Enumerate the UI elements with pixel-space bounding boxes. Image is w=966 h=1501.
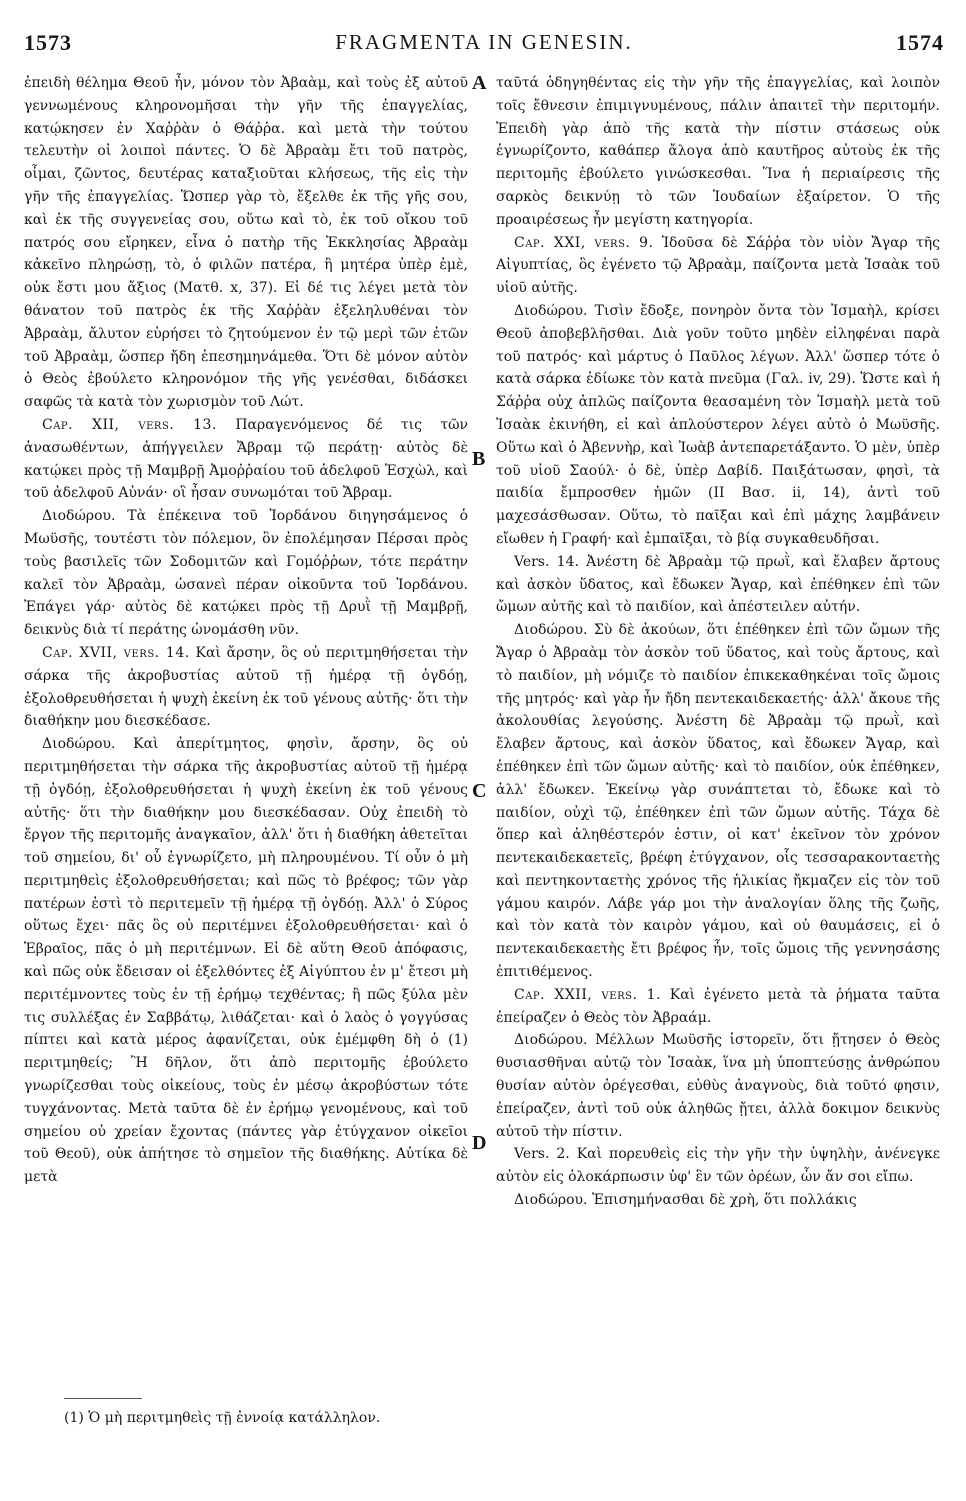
footnote: (1) Ὁ μὴ περιτμηθεὶς τῇ ἐννοίᾳ κατάλληλον. xyxy=(64,1410,381,1426)
margin-marker-c: C xyxy=(472,780,487,802)
running-header xyxy=(24,22,944,56)
commentator-label: Διοδώρου. xyxy=(514,1192,588,1209)
paragraph: ἐπειδὴ θέλημα Θεοῦ ἦν, μόνον τὸν Ἀβαὰμ, καὶ τοὺς ἐξ αὐτοῦ γεννωμένους κληρονομῆσαι τὴν γῆν τῆς ἐπαγγελίας, κατῴκησεν ἐν Χαῤῥὰν ὁ Θάῤῥα. καὶ μετὰ τὴν τούτου τελευτὴν οἱ λοιποὶ πάντες. Ὁ δὲ Ἀβραὰμ ἔτι τοῦ πατρὸς, οἶμαι, ζῶντος, δευτέρας καταξιοῦται κλήσεως, τῆς εἰς τὴν γῆν τῆς ἐπαγγελίας. Ὥσπερ γὰρ τὸ, ἔξελθε ἐκ τῆς γῆς σου, καὶ ἐκ τῆς συγγενείας σου, οὕτω καὶ τὸ, ἐκ τοῦ οἴκου τοῦ πατρός σου εἴρηκεν, εἶνα ὁ πατὴρ τῆς Ἐκκλησίας Ἀβραὰμ κἀκεῖνο πληρώσῃ, τὸ, ὁ φιλῶν πατέρα, ἢ μητέρα ὑπὲρ ἐμὲ, οὐκ ἔστι μου ἄξιος (Ματθ. x, 37). Εἰ δέ τις λέγει μετὰ τὸν θάνατον τοῦ πατρὸς ἐκ τῆς Χαῤῥὰν ἐξεληλυθέναι τὸν Ἀβραὰμ, ἄλυτον εὑρήσει τὸ ζητούμενον ἐν τῷ μερὶ τῶν ἐτῶν τοῦ Ἀβραὰμ, ὥσπερ ἤδη ἐπεσημηνάμεθα. Ὅτι δὲ μόνον αὐτὸν ὁ Θεὸς ἐβούλετο κληρονόμον τῆς γῆς γενέσθαι, διδάσκει σαφῶς τὰ κατὰ τὸν χωρισμὸν τοῦ Λώτ. xyxy=(24,75,468,411)
paragraph xyxy=(496,300,940,551)
verse-text: Ἀνέστη δὲ Ἀβραὰμ τῷ πρωῒ, καὶ ἔλαβεν ἄρτους καὶ ἀσκὸν ὕδατος, καὶ ἔδωκεν Ἄγαρ, καὶ ἐπέθηκεν ἐπὶ τῶν ὤμων αὐτῆς καὶ τὸ παιδίον, καὶ ἀπέστειλεν αὐτήν. xyxy=(496,553,940,616)
verse-heading: Vers. 2. xyxy=(514,1146,570,1163)
left-column xyxy=(24,72,468,1412)
paragraph xyxy=(496,232,940,300)
commentary-text: Καὶ ἀπερίτμητος, φησὶν, ἄρσην, ὃς οὐ περιτμηθήσεται τὴν σάρκα τῆς ἀκροβυστίας αὐτοῦ τῇ ἡμέρᾳ τῇ ὀγδόῃ, ἐξολοθρευθήσεται ἡ ψυχὴ ἐκείνη ἐκ τοῦ γένους αὐτῆς· ὅτι τὴν διαθήκην μου διεσκέδασαν. Οὐχ ἐπειδὴ τὸ ἔργον τῆς περιτομῆς ἀναγκαῖον, ἀλλ' ὅτι ἡ διαθήκη ἀθετεῖται τοῦ σημείου, δι' οὗ ἐγνωρίζετο, μὴ πληρουμένου. Τί οὖν ὁ μὴ περιτμηθεὶς ἐξολοθρευθήσεται; καὶ πῶς τὸ βρέφος; τῶν γὰρ πατέρων ἐστὶ τὸ περιτεμεῖν τῇ ἡμέρᾳ τῇ ὀγδόῃ. Ἀλλ' ὁ Σύρος οὕτως ἔχει· πᾶς ὃς οὐ περιτέμνει ἐξολοθρευθήσεται· καὶ ὁ Ἑβραῖος, πᾶς ὁ μὴ περιτέμνων. Εἰ δὲ αὕτη Θεοῦ ἀπόφασις, καὶ πῶς οὐκ ἔδεισαν οἱ ἐξελθόντες ἐξ Αἰγύπτου ἐν μ' ἔτεσι μὴ περιτέμνοντες τοὺς ἐν τῇ ἐρήμῳ τεχθέντας; ἢ πῶς ξύλα μὲν τις συλλέξας ἐν Σαββάτῳ, λιθάζεται· καὶ ὁ λαὸς ὁ γογγύσας πίπτει καὶ κατὰ μέρος ἀφανίζεται, οὐκ ἐμέμφθη δὴ ὁ (1) περιτμηθείς; Ἢ δῆλον, ὅτι ἀπὸ περιτομῆς ἐβούλετο γνωρίζεσθαι τοὺς οἰκείους, τοὺς ἐν μέσῳ ἀκροβύστων τότε τυγχάνοντας. Μετὰ ταῦτα δὲ ἐν ἐρήμῳ γενομένους, καὶ τοῦ σημείου οὐ χρείαν ἔχοντας (πάντες γὰρ ἐτύγχανον οἰκεῖοι τοῦ Θεοῦ), οὐκ ἀπήτησε τὸ σημεῖον τῆς διαθήκης. Αὐτίκα δὲ μετὰ xyxy=(24,736,468,1186)
chapter-heading: Cap. XII, vers. 13. xyxy=(42,416,217,433)
commentator-label: Διοδώρου. xyxy=(42,736,116,753)
paragraph: ταῦτά ὁδηγηθέντας εἰς τὴν γῆν τῆς ἐπαγγελίας, καὶ λοιπὸν τοῖς ἔθνεσιν ἐπιμιγνυμένους, πάλιν ἀπαιτεῖ τὴν περιτομήν. Ἐπειδὴ γὰρ ἀπὸ τῆς κατὰ τὴν πίστιν στάσεως οὐκ ἐγνωρίζοντο, καθάπερ ἄλογα ἀπὸ καυτῆρος αὐτοὺς ἐκ τῆς περιτομῆς ἐβούλετο γινώσκεσθαι. Ἵνα ἡ περιαίρεσις τῆς σαρκὸς δεικνύῃ τὸ τῶν Ἰουδαίων ἐξαίρετον. Ὁ τῆς προαιρέσεως ἦν μεγίστη κατηγορία. xyxy=(496,75,940,228)
commentary-text: Μέλλων Μωϋσῆς ἱστορεῖν, ὅτι ᾔτησεν ὁ Θεὸς θυσιασθῆναι αὐτῷ τὸν Ἰσαὰκ, ἵνα μὴ ὑποπτεύσῃς ἀνθρώπου θυσίαν αὐτὸν ὀρέγεσθαι, εὐθὺς ἀναγνοὺς, διὰ τοῦτό φησιν, ἐπείραζεν, ἀντὶ τοῦ οὐκ ἀληθῶς ᾔτει, ἀλλὰ δοκιμον δεικνὺς αὐτοῦ τὴν πίστιν. xyxy=(496,1032,940,1140)
running-title: FRAGMENTA IN GENESIN. xyxy=(335,30,633,54)
paragraph xyxy=(24,642,468,733)
commentary-text: Τισὶν ἔδοξε, πονηρὸν ὄντα τὸν Ἰσμαὴλ, κρίσει Θεοῦ ἀποβεβλῆσθαι. Διὰ γοῦν τοῦτο μηδὲν εἰληφέναι παρὰ τοῦ πατρός· καὶ μάρτυς ὁ Παῦλος λέγων. Ἀλλ' ὥσπερ τότε ὁ κατὰ σάρκα ἐδίωκε τὸν κατὰ πνεῦμα (Γαλ. iv, 29). Ὥστε καὶ ἡ Σάῤῥα οὐχ ἁπλῶς παίζοντα θεασαμένη τὸν Ἰσμαὴλ μετὰ τοῦ Ἰσαὰκ ἐκινήθη, εἰ καὶ ἁπλούστερον λέγει αὐτὸ ὁ Μωϋσῆς. Οὕτω καὶ ὁ Ἀβεννὴρ, καὶ Ἰωὰβ ἀντεπαρετάξαντο. Ὁ μὲν, ὑπὲρ τοῦ υἱοῦ Σαούλ· ὁ δὲ, ὑπὲρ Δαβίδ. Παιξάτωσαν, φησὶ, τὰ παιδία ἔμπροσθεν ἡμῶν (II Βασ. ii, 14), ἀντὶ τοῦ μαχεσάσθωσαν. Οὕτω, τὸ παῖξαι καὶ ἐπὶ μάχης λαμβάνειν εἴωθεν ἡ Γραφή· καὶ ἐμπαῖξαι, τὸ βίᾳ συγκαθευδῆσαι. xyxy=(496,302,940,547)
commentator-label: Διοδώρου. xyxy=(514,622,588,639)
margin-marker-b: B xyxy=(472,448,486,470)
commentary-text: Σὺ δὲ ἀκούων, ὅτι ἐπέθηκεν ἐπὶ τῶν ὤμων τῆς Ἄγαρ ὁ Ἀβραὰμ τὸν ἀσκὸν τοῦ ὕδατος, καὶ τοὺς ἄρτους, καὶ τὸ παιδίον, μὴ νόμιζε τὸ παιδίον ἐπικεκαθηκέναι τοῖς ὤμοις τῆς μητρός· καὶ γὰρ ἦν ἤδη πεντεκαιδεκαετής· ἀλλ' ἄκουε τῆς ἀκολουθίας λεγούσης. Ἀνέστη δὲ Ἀβραὰμ τῷ πρωῒ, καὶ ἔλαβεν ἄρτους, καὶ ἀσκὸν ὕδατος, καὶ ἔδωκεν Ἄγαρ, καὶ ἐπέθηκεν ἐπὶ τῶν ὤμων αὐτῆς· καὶ τὸ παιδίον, οὐκ ἐπέθηκεν, ἀλλ' ἔδωκεν. Ἐκείνῳ γὰρ συνάπτεται τὸ, ἔδωκε καὶ τὸ παιδίον, οὐχὶ τῷ, ἐπέθηκεν ἐπὶ τῶν ὤμων αὐτῆς. Τάχα δὲ ὅπερ καὶ ἀληθέστερόν ἐστιν, οἱ κατ' ἐκεῖνον τὸν χρόνον πεντεκαιδεκαετεῖς, βρέφη ἐτύγχανον, οἷς τεσσαρακονταετὴς καὶ πεντηκονταετὴς χρόνος τῆς ἡλικίας ἤκμαζεν εἰς τὸν τοῦ γάμου καιρόν. Λάβε γάρ μοι τὴν ἀναλογίαν ὅλης τῆς ζωῆς, καὶ τὸν κατὰ τὸν καιρὸν γάμου, καὶ οὐ θαυμάσεις, εἰ ὁ πεντεκαιδεκαετὴς ἔτι βρέφος ἦν, τοῖς ὤμοις τῆς γεννησάσης ἐπιτιθέμενος. xyxy=(496,622,940,981)
paragraph xyxy=(496,551,940,619)
commentator-label: Διοδώρου. xyxy=(514,302,588,319)
paragraph xyxy=(496,984,940,1030)
verse-text: Καὶ ἄρσην, ὃς οὐ περιτμηθήσεται τὴν σάρκα τῆς ἀκροβυστίας αὐτοῦ τῇ ἡμέρᾳ τῇ ὀγδόῃ, ἐξολοθρευθήσεται ἡ ψυχὴ ἐκείνη ἐκ τοῦ γένους αὐτῆς· ὅτι τὴν διαθήκην μου διεσκέδασε. xyxy=(24,644,468,730)
margin-marker-a: A xyxy=(472,72,487,94)
page-number-left: 1573 xyxy=(24,30,72,55)
paragraph xyxy=(24,505,468,642)
verse-text: Παραγενόμενος δέ τις τῶν ἀνασωθέντων, ἀπήγγειλεν Ἄβραμ τῷ περάτῃ· αὐτὸς δὲ κατῴκει πρὸς τῇ Μαμβρῇ Ἀμοῤῥαίου τοῦ ἀδελφοῦ Ἐσχὼλ, καὶ τοῦ ἀδελφοῦ Αὐνάν· οἳ ἦσαν συνωμόται τοῦ Ἄβραμ. xyxy=(24,416,468,502)
paragraph xyxy=(24,414,468,505)
margin-marker-d: D xyxy=(472,1132,487,1154)
paragraph xyxy=(496,1029,940,1143)
commentator-label: Διοδώρου. xyxy=(42,508,116,525)
page-number-right: 1574 xyxy=(896,30,944,55)
chapter-heading: Cap. XXI, vers. 9. xyxy=(514,234,654,251)
commentator-label: Διοδώρου. xyxy=(514,1032,588,1049)
verse-text: Καὶ πορευθεὶς εἰς τὴν γῆν τὴν ὑψηλὴν, ἀνένεγκε αὐτὸν εἰς ὁλοκάρπωσιν ὑφ' ἓν τῶν ὀρέων, ὧν ἄν σοι εἴπω. xyxy=(496,1146,940,1186)
chapter-heading: Cap. XVII, vers. 14. xyxy=(42,644,190,661)
footnote-rule xyxy=(64,1398,142,1399)
paragraph xyxy=(496,1189,940,1212)
paragraph xyxy=(496,1143,940,1189)
paragraph xyxy=(24,733,468,1189)
verse-heading: Vers. 14. xyxy=(514,553,579,570)
paragraph xyxy=(496,619,940,984)
commentary-text: Τὰ ἐπέκεινα τοῦ Ἰορδάνου διηγησάμενος ὁ Μωϋσῆς, τουτέστι τὸν πόλεμον, ὃν ἐπολέμησαν Πέρσαι πρὸς τοὺς βασιλεῖς τῶν Σοδομιτῶν καὶ Γομόῤῥων, τότε περάτην καλεῖ τὸν Ἀβραὰμ, ὡσανεὶ πέραν οἰκοῦντα τοῦ Ἰορδάνου. Ἐπάγει γάρ· αὐτὸς δὲ κατῴκει πρὸς τῇ Δρυῒ τῇ Μαμβρῇ, δεικνὺς διὰ τί περάτης ὠνομάσθη νῦν. xyxy=(24,508,468,639)
right-column xyxy=(496,72,940,1412)
commentary-text: Ἐπισημήνασθαι δὲ χρὴ, ὅτι πολλάκις xyxy=(591,1192,857,1209)
chapter-heading: Cap. XXII, vers. 1. xyxy=(514,986,662,1003)
verse-text: Ἰδοῦσα δὲ Σάῤῥα τὸν υἱὸν Ἄγαρ τῆς Αἰγυπτίας, ὃς ἐγένετο τῷ Ἀβραὰμ, παίζοντα μετὰ Ἰσαὰκ τοῦ υἱοῦ αὐτῆς. xyxy=(496,234,940,297)
verse-text: Καὶ ἐγένετο μετὰ τὰ ῥήματα ταῦτα ἐπείραζεν ὁ Θεὸς τὸν Ἀβραάμ. xyxy=(496,986,940,1026)
